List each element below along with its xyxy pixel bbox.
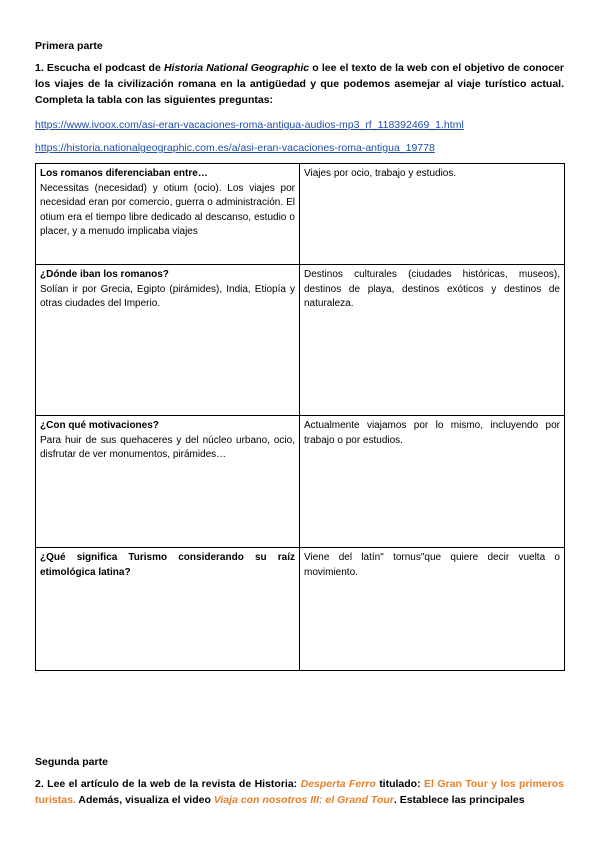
row-answer: Para huir de sus quehaceres y del núcleo urbano, ocio, disfrutar de ver monumentos, pirámides… [40, 434, 295, 460]
table-cell-right [300, 265, 565, 416]
row-answer: Solían ir por Grecia, Egipto (pirámides), India, Etiopía y otras ciudades del Imperio. [40, 283, 295, 309]
row-question: Los romanos diferenciaban entre… [40, 168, 208, 179]
table-row [36, 416, 565, 548]
part2-text-5: Además, visualiza el video [75, 794, 214, 806]
intro-text-b: o lee el texto de la web con el objetivo de conocer los viajes de la civilización romana en la antigüedad y que podemos asemejar al viaje turístico actual. Completa la tabla con las siguientes preguntas: [35, 62, 564, 106]
table-cell-left [36, 164, 300, 265]
row-right-answer: Actualmente viajamos por lo mismo, incluyendo por trabajo o por estudios. [304, 420, 560, 446]
part2-text-1: 2. Lee el artículo de la web de la revista de Historia: [35, 778, 301, 790]
table-cell-right [300, 164, 565, 265]
part2-video-title: Viaja con nosotros III: el Grand Tour [213, 794, 394, 806]
part2-article-title: El Gran Tour y los primeros turistas. [35, 778, 564, 806]
part2-magazine: Desperta Ferro [300, 778, 376, 790]
part2-title: Segunda parte [35, 756, 108, 768]
row-question: ¿Con qué motivaciones? [40, 420, 159, 431]
podcast-link[interactable]: https://www.ivoox.com/asi-eran-vacaciones-roma-antigua-audios-mp3_rf_118392469_1.html [35, 119, 464, 131]
article-link[interactable]: https://historia.nationalgeographic.com.es/a/asi-eran-vacaciones-roma-antigua_19778 [35, 142, 435, 154]
row-right-answer: Destinos culturales (ciudades históricas, museos), destinos de playa, destinos exóticos y destinos de naturaleza. [304, 269, 560, 309]
part2-text-7: . Establece las principales [393, 794, 525, 806]
row-answer: Necessitas (necesidad) y otium (ocio). Los viajes por necesidad eran por comercio, guerra o administración. El otium era el tiempo libre dedicado al descanso, estudio o placer, y a menudo implicaba viajes [40, 182, 295, 237]
table-cell-left [36, 265, 300, 416]
table-cell-right [300, 548, 565, 671]
tiny-mark: --- [35, 670, 38, 674]
table-row [36, 548, 565, 671]
part1-title: Primera parte [35, 40, 103, 52]
intro-text-italic: Historia National Geographic [163, 62, 310, 74]
table-row [36, 265, 565, 416]
table-cell-left [36, 416, 300, 548]
intro-text-a: 1. Escucha el podcast de [35, 62, 164, 74]
part1-instructions [35, 60, 564, 108]
comparison-table [35, 163, 565, 671]
part2-text-3: titulado: [375, 778, 425, 790]
table-row [36, 164, 565, 265]
row-right-answer: Viene del latín" tornus"que quiere decir vuelta o movimiento. [304, 552, 560, 578]
row-question: ¿Qué significa Turismo considerando su raíz etimológica latina? [40, 552, 295, 578]
row-question: ¿Dónde iban los romanos? [40, 269, 169, 280]
table-cell-right [300, 416, 565, 548]
row-right-answer: Viajes por ocio, trabajo y estudios. [304, 168, 457, 179]
part2-instructions [35, 776, 564, 824]
table-cell-left [36, 548, 300, 671]
